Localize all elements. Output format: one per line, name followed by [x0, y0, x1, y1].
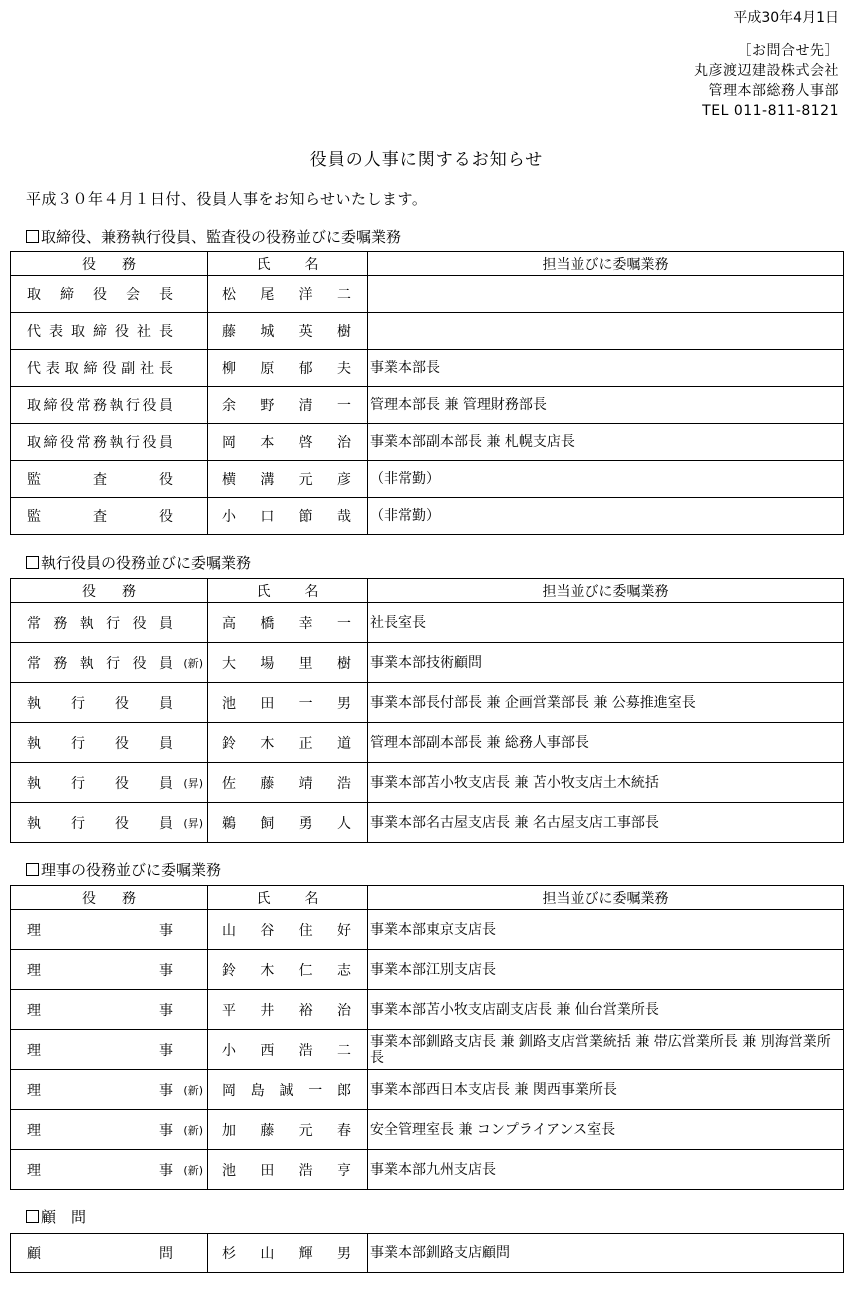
position-cell — [11, 643, 208, 683]
name-cell — [208, 803, 368, 843]
page-title: 役員の人事に関するお知らせ — [309, 150, 544, 170]
name-cell — [208, 461, 368, 498]
column-header-name: 氏名 — [208, 252, 368, 276]
duties-cell — [368, 950, 844, 990]
position-cell — [11, 498, 208, 535]
name-cell — [208, 387, 368, 424]
department-name: 管理本部総務人事部 — [708, 83, 839, 99]
duties-text: 事業本部長付部長 兼 企画営業部長 兼 公募推進室長 — [370, 694, 696, 711]
table-row — [11, 350, 844, 387]
officer-name: 池 田 浩 亨 — [222, 1162, 351, 1179]
officer-name: 加 藤 元 春 — [222, 1122, 351, 1139]
position-cell — [11, 603, 208, 643]
officer-name: 佐 藤 靖 浩 — [222, 775, 351, 792]
duties-cell — [368, 763, 844, 803]
table-row — [11, 1110, 844, 1150]
duties-text: 事業本部副本部長 兼 札幌支店長 — [370, 434, 575, 450]
name-cell — [208, 683, 368, 723]
position-title: 常 務 執 行 役 員 — [27, 615, 173, 632]
duties-text: 事業本部東京支店長 — [370, 921, 496, 938]
phone-number: TEL 011-811-8121 — [702, 103, 839, 119]
appointment-tag: (新) — [183, 656, 203, 670]
position-cell — [11, 276, 208, 313]
officer-name: 藤 城 英 樹 — [222, 324, 351, 340]
duties-cell — [368, 910, 844, 950]
duties-cell — [368, 1070, 844, 1110]
appointment-tag: (新) — [183, 1163, 203, 1177]
duties-cell — [368, 276, 844, 313]
table-row — [11, 683, 844, 723]
column-header-duties: 担当並びに委嘱業務 — [368, 579, 844, 603]
table-row — [11, 950, 844, 990]
table-row — [11, 498, 844, 535]
name-cell — [208, 1234, 368, 1273]
officer-table — [10, 885, 844, 1190]
section-heading-text: 顧 問 — [41, 1208, 87, 1226]
checkbox-square-icon — [26, 863, 39, 876]
duties-cell — [368, 603, 844, 643]
position-title: 理 事 — [27, 1002, 173, 1019]
table-row — [11, 424, 844, 461]
table-row — [11, 990, 844, 1030]
officer-table — [10, 578, 844, 843]
officer-name: 大 場 里 樹 — [222, 655, 351, 672]
position-cell — [11, 313, 208, 350]
position-cell — [11, 910, 208, 950]
table-row — [11, 1030, 844, 1070]
officer-name: 杉 山 輝 男 — [222, 1246, 351, 1262]
position-cell — [11, 461, 208, 498]
duties-cell — [368, 1030, 844, 1070]
position-cell — [11, 424, 208, 461]
column-header-position: 役務 — [11, 579, 208, 603]
column-header-name: 氏名 — [208, 579, 368, 603]
officer-name: 横 溝 元 彦 — [222, 472, 351, 488]
duties-cell — [368, 643, 844, 683]
position-title: 取 締 役 常 務 執 行 役 員 — [27, 398, 173, 414]
position-title: 執 行 役 員 (昇) — [27, 775, 203, 792]
position-cell — [11, 990, 208, 1030]
duties-text: 管理本部長 兼 管理財務部長 — [370, 397, 547, 413]
table-row — [11, 603, 844, 643]
officer-name: 平 井 裕 治 — [222, 1002, 351, 1019]
officer-name: 池 田 一 男 — [222, 695, 351, 712]
table-row — [11, 461, 844, 498]
duties-text: 事業本部技術顧問 — [370, 654, 482, 671]
table-row — [11, 763, 844, 803]
duties-text: 事業本部苫小牧支店副支店長 兼 仙台営業所長 — [370, 1001, 659, 1018]
officer-table — [10, 1233, 844, 1273]
officer-name: 鈴 木 正 道 — [222, 735, 351, 752]
table-header-row — [11, 886, 844, 910]
duties-cell — [368, 1150, 844, 1190]
duties-text: 事業本部釧路支店長 兼 釧路支店営業統括 兼 帯広営業所長 兼 別海営業所長 — [370, 1033, 831, 1066]
column-header-duties: 担当並びに委嘱業務 — [368, 252, 844, 276]
appointment-tag: (新) — [183, 1123, 203, 1137]
duties-text: 事業本部釧路支店顧問 — [370, 1245, 510, 1261]
checkbox-square-icon — [26, 1210, 39, 1223]
contact-block — [694, 41, 839, 121]
section-heading — [26, 859, 221, 880]
duties-cell — [368, 803, 844, 843]
name-cell — [208, 723, 368, 763]
section-heading — [26, 1206, 86, 1227]
officer-name: 岡 島 誠 一 郎 — [222, 1082, 351, 1099]
table-row — [11, 643, 844, 683]
duties-cell — [368, 1110, 844, 1150]
name-cell — [208, 313, 368, 350]
position-title: 理 事 (新) — [27, 1122, 203, 1139]
duties-text: 安全管理室長 兼 コンプライアンス室長 — [370, 1121, 616, 1138]
duties-text: （非常勤） — [370, 508, 440, 524]
duties-text: 事業本部長 — [370, 360, 440, 376]
issue-date: 平成30年4月1日 — [733, 10, 839, 26]
table-row — [11, 387, 844, 424]
duties-cell — [368, 990, 844, 1030]
name-cell — [208, 990, 368, 1030]
table-header-row — [11, 579, 844, 603]
duties-text: 事業本部苫小牧支店長 兼 苫小牧支店土木統括 — [370, 774, 659, 791]
duties-cell — [368, 387, 844, 424]
duties-cell — [368, 498, 844, 535]
officer-name: 柳 原 郁 夫 — [222, 361, 351, 377]
position-cell — [11, 803, 208, 843]
position-title: 常 務 執 行 役 員 (新) — [27, 655, 203, 672]
column-header-name: 氏名 — [208, 886, 368, 910]
position-cell — [11, 1234, 208, 1273]
position-cell — [11, 1110, 208, 1150]
position-title: 監 査 役 — [27, 472, 173, 488]
position-title: 理 事 — [27, 962, 173, 979]
position-cell — [11, 1070, 208, 1110]
duties-text: 事業本部西日本支店長 兼 関西事業所長 — [370, 1081, 617, 1098]
position-cell — [11, 723, 208, 763]
table-row — [11, 803, 844, 843]
appointment-tag: (昇) — [183, 776, 203, 790]
name-cell — [208, 950, 368, 990]
position-title: 理 事 (新) — [27, 1162, 203, 1179]
position-title: 理 事 (新) — [27, 1082, 203, 1099]
table-row — [11, 1070, 844, 1110]
checkbox-square-icon — [26, 230, 39, 243]
section-heading — [26, 552, 251, 573]
position-cell — [11, 683, 208, 723]
position-title: 執 行 役 員 (昇) — [27, 815, 203, 832]
table-header-row — [11, 252, 844, 276]
position-title: 監 査 役 — [27, 509, 173, 525]
appointment-tag: (新) — [183, 1083, 203, 1097]
position-title: 顧 問 — [27, 1246, 173, 1262]
name-cell — [208, 1110, 368, 1150]
section-heading-text: 執行役員の役務並びに委嘱業務 — [41, 554, 252, 572]
duties-text: 社長室長 — [370, 614, 426, 631]
appointment-tag: (昇) — [183, 816, 203, 830]
position-cell — [11, 950, 208, 990]
name-cell — [208, 1150, 368, 1190]
position-title: 代 表 取 締 役 社 長 — [27, 324, 173, 340]
duties-text: （非常勤） — [370, 471, 440, 487]
officer-name: 松 尾 洋 二 — [222, 287, 351, 303]
contact-heading: ［お問合せ先］ — [737, 43, 839, 59]
officer-name: 高 橋 幸 一 — [222, 615, 351, 632]
duties-cell — [368, 683, 844, 723]
column-header-position: 役務 — [11, 252, 208, 276]
position-cell — [11, 350, 208, 387]
position-title: 理 事 — [27, 922, 173, 939]
name-cell — [208, 910, 368, 950]
duties-text: 事業本部名古屋支店長 兼 名古屋支店工事部長 — [370, 814, 659, 831]
officer-name: 小 西 浩 二 — [222, 1042, 351, 1059]
position-title: 執 行 役 員 — [27, 735, 173, 752]
company-name: 丸彦渡辺建設株式会社 — [694, 63, 839, 79]
section-heading-text: 取締役、兼務執行役員、監査役の役務並びに委嘱業務 — [41, 228, 402, 246]
position-cell — [11, 1030, 208, 1070]
duties-cell — [368, 313, 844, 350]
position-title: 理 事 — [27, 1042, 173, 1059]
duties-text: 管理本部副本部長 兼 総務人事部長 — [370, 734, 589, 751]
table-row — [11, 723, 844, 763]
table-row — [11, 1150, 844, 1190]
position-title: 執 行 役 員 — [27, 695, 173, 712]
duties-cell — [368, 350, 844, 387]
table-row — [11, 313, 844, 350]
name-cell — [208, 1030, 368, 1070]
table-row — [11, 1234, 844, 1273]
duties-cell — [368, 723, 844, 763]
officer-name: 鈴 木 仁 志 — [222, 962, 351, 979]
duties-cell — [368, 424, 844, 461]
officer-name: 余 野 清 一 — [222, 398, 351, 414]
name-cell — [208, 350, 368, 387]
officer-name: 山 谷 住 好 — [222, 922, 351, 939]
intro-text: 平成３０年４月１日付、役員人事をお知らせいたします。 — [26, 190, 428, 208]
position-cell — [11, 387, 208, 424]
duties-cell — [368, 461, 844, 498]
position-cell — [11, 1150, 208, 1190]
duties-cell — [368, 1234, 844, 1273]
name-cell — [208, 276, 368, 313]
officer-table — [10, 251, 844, 535]
duties-text: 事業本部江別支店長 — [370, 961, 496, 978]
officer-name: 岡 本 啓 治 — [222, 435, 351, 451]
table-row — [11, 910, 844, 950]
checkbox-square-icon — [26, 556, 39, 569]
name-cell — [208, 603, 368, 643]
name-cell — [208, 763, 368, 803]
position-title: 代 表 取 締 役 副 社 長 — [27, 361, 173, 377]
name-cell — [208, 1070, 368, 1110]
name-cell — [208, 498, 368, 535]
name-cell — [208, 424, 368, 461]
section-heading-text: 理事の役務並びに委嘱業務 — [41, 861, 222, 879]
position-cell — [11, 763, 208, 803]
table-row — [11, 276, 844, 313]
officer-name: 小 口 節 哉 — [222, 509, 351, 525]
name-cell — [208, 643, 368, 683]
position-title: 取 締 役 会 長 — [27, 287, 173, 303]
position-title: 取 締 役 常 務 執 行 役 員 — [27, 435, 173, 451]
duties-text: 事業本部九州支店長 — [370, 1161, 496, 1178]
officer-name: 鵜 飼 勇 人 — [222, 815, 351, 832]
column-header-position: 役務 — [11, 886, 208, 910]
column-header-duties: 担当並びに委嘱業務 — [368, 886, 844, 910]
section-heading — [26, 226, 401, 247]
